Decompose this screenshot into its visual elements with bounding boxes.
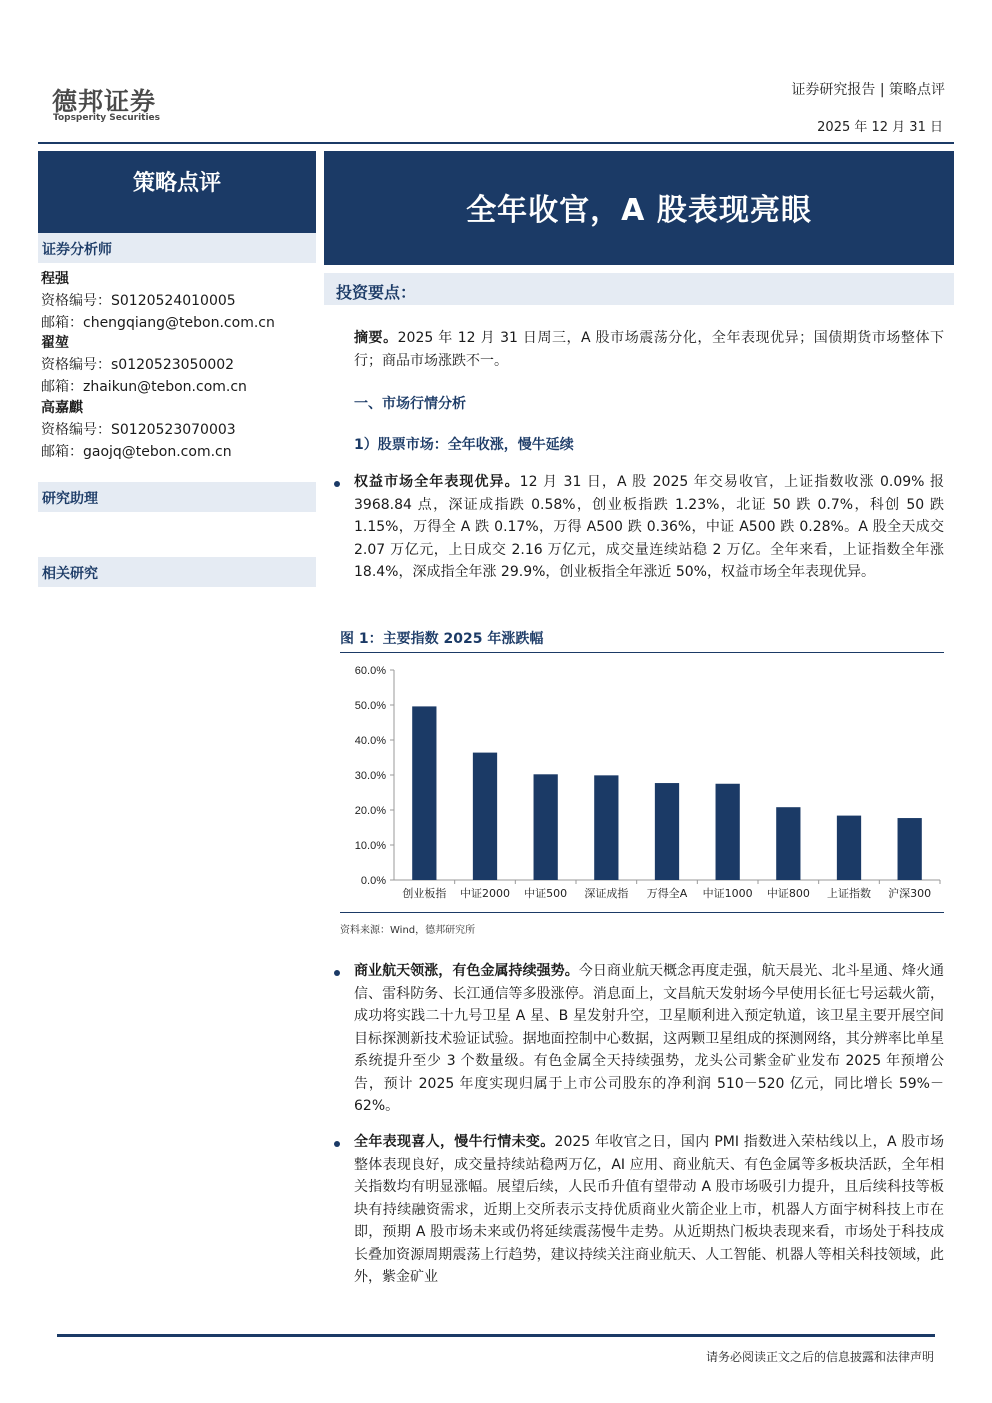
- analyst-name: 翟堃: [41, 335, 69, 351]
- bullet-dot: [334, 481, 340, 487]
- summary-paragraph: [354, 327, 944, 372]
- analyst-email[interactable]: 邮箱：chengqiang@tebon.com.cn: [41, 315, 275, 331]
- bar-chart: [340, 660, 944, 910]
- bar: [837, 816, 861, 880]
- report-type: 证券研究报告 | 策略点评: [791, 82, 945, 98]
- bullet-paragraph: [354, 960, 944, 1118]
- bullet-paragraph: [354, 471, 944, 584]
- key-points-label: 投资要点：: [336, 283, 417, 302]
- y-tick-label: 10.0%: [354, 840, 386, 852]
- subsection-heading: 1）股票市场：全年收涨，慢牛延续: [354, 437, 574, 453]
- x-tick-label: 中证500: [524, 887, 568, 900]
- bullet-text: 2025 年收官之日，国内 PMI 指数进入荣枯线以上，A 股市场整体表现良好，成交量持续站稳两万亿，AI 应用、商业航天、有色金属等多板块活跃，全年相关指数均有明显涨幅。展望后续，人民币升值有望带动 A 股市场吸引力提升，且后续科技等板块有持续融资需求，近期上交所表示支持优质商业火箭企业上市，机器人方面宇树科技上市在即，预期 A 股市场未来或仍将延续震荡慢牛走势。从近期热门板块表现来看，市场处于科技成长叠加资源周期震荡上行趋势，建议持续关注商业航天、人工智能、机器人等相关科技领域，此外，紫金矿业: [354, 1134, 944, 1285]
- x-tick-label: 创业板指: [402, 887, 447, 900]
- bar: [473, 753, 497, 880]
- related-section-header: [38, 557, 316, 587]
- figure-title: 图 1：主要指数 2025 年涨跌幅: [340, 631, 544, 647]
- analyst-cert: 资格编号：s0120523050002: [41, 357, 235, 373]
- bullet-lead: 商业航天领涨，有色金属持续强势。: [354, 963, 579, 979]
- analyst-email[interactable]: 邮箱：gaojq@tebon.com.cn: [41, 444, 232, 460]
- x-tick-label: 沪深300: [888, 887, 932, 900]
- related-section-label: 相关研究: [42, 566, 98, 582]
- company-logo-en: Topsperity Securities: [53, 113, 160, 123]
- bar: [716, 784, 740, 880]
- x-tick-label: 中证2000: [460, 887, 510, 900]
- bullet-dot: [334, 970, 340, 976]
- key-points-bar: [324, 273, 954, 305]
- analyst-name: 高嘉麒: [41, 400, 83, 416]
- x-tick-label: 深证成指: [584, 887, 629, 900]
- analyst-cert: 资格编号：S0120524010005: [41, 293, 236, 309]
- bullet-lead: 全年表现喜人，慢牛行情未变。: [354, 1134, 555, 1150]
- y-tick-label: 30.0%: [354, 770, 386, 782]
- report-title: 全年收官，A 股表现亮眼: [466, 193, 812, 228]
- analyst-section-header: [38, 233, 316, 263]
- bullet-paragraph: [354, 1131, 944, 1289]
- analyst-name: 程强: [41, 271, 69, 287]
- bar: [898, 818, 922, 880]
- figure-top-rule: [340, 652, 944, 653]
- report-date: 2025 年 12 月 31 日: [817, 120, 943, 135]
- y-tick-label: 40.0%: [354, 735, 386, 747]
- assistant-section-header: [38, 482, 316, 512]
- y-tick-label: 20.0%: [354, 805, 386, 817]
- analyst-cert: 资格编号：S0120523070003: [41, 422, 236, 438]
- x-tick-label: 万得全A: [646, 887, 688, 900]
- analyst-email[interactable]: 邮箱：zhaikun@tebon.com.cn: [41, 379, 247, 395]
- bar: [412, 706, 436, 880]
- bar: [776, 807, 800, 880]
- bullet-lead: 权益市场全年表现优异。: [354, 474, 520, 490]
- bar: [594, 775, 618, 880]
- company-logo-cn: 德邦证券: [52, 87, 157, 116]
- y-tick-label: 60.0%: [354, 665, 386, 677]
- y-tick-label: 0.0%: [360, 875, 386, 887]
- bar: [534, 774, 558, 880]
- assistant-section-label: 研究助理: [42, 491, 98, 507]
- summary-lead: 摘要。: [354, 330, 398, 346]
- bullet-text: 12 月 31 日，A 股 2025 年交易收官，上证指数收涨 0.09% 报 3968.84 点，深证成指跌 0.58%，创业板指跌 1.23%，北证 50 跌 0.7%，科创 50 跌 1.15%，万得全 A 跌 0.17%，万得 A500 跌 0.36%，中证 A500 跌 0.28%。A 股全天成交 2.07 万亿元，上日成交 2.16 万亿元，成交量连续站稳 2 万亿。全年来看，上证指数全年涨 18.4%，深成指全年涨 29.9%，创业板指全年涨近 50%，权益市场全年表现优异。: [354, 474, 944, 580]
- footer-rule: [57, 1334, 935, 1337]
- summary-text: 2025 年 12 月 31 日周三，A 股市场震荡分化，全年表现优异；国债期货市场整体下行；商品市场涨跌不一。: [354, 330, 944, 369]
- bar: [655, 783, 679, 880]
- x-tick-label: 中证1000: [702, 887, 753, 900]
- sidebar-banner-title: 策略点评: [132, 171, 221, 196]
- bullet-dot: [334, 1141, 340, 1147]
- footer-disclaimer: 请务必阅读正文之后的信息披露和法律声明: [705, 1350, 934, 1364]
- figure-source: 资料来源：Wind，德邦研究所: [340, 925, 476, 936]
- x-tick-label: 上证指数: [827, 887, 871, 900]
- bullet-text: 今日商业航天概念再度走强，航天晨光、北斗星通、烽火通信、雷科防务、长江通信等多股涨停。消息面上，文昌航天发射场今早使用长征七号运载火箭，成功将实践二十九号卫星 A 星、B 星发射升空，卫星顺利进入预定轨道，该卫星主要开展空间目标探测新技术验证试验。据地面控制中心数据，这两颗卫星组成的探测网络，其分辨率比单星系统提升至少 3 个数量级。有色金属全天持续强势，龙头公司紫金矿业发布 2025 年预增公告，预计 2025 年度实现归属于上市公司股东的净利润 510－520 亿元，同比增长 59%－62%。: [354, 963, 944, 1114]
- analyst-section-label: 证券分析师: [42, 242, 112, 258]
- header-divider: [38, 142, 954, 144]
- figure-bottom-rule: [340, 912, 944, 913]
- y-tick-label: 50.0%: [354, 700, 386, 712]
- section-heading: 一、市场行情分析: [354, 396, 466, 412]
- x-tick-label: 中证800: [766, 887, 810, 900]
